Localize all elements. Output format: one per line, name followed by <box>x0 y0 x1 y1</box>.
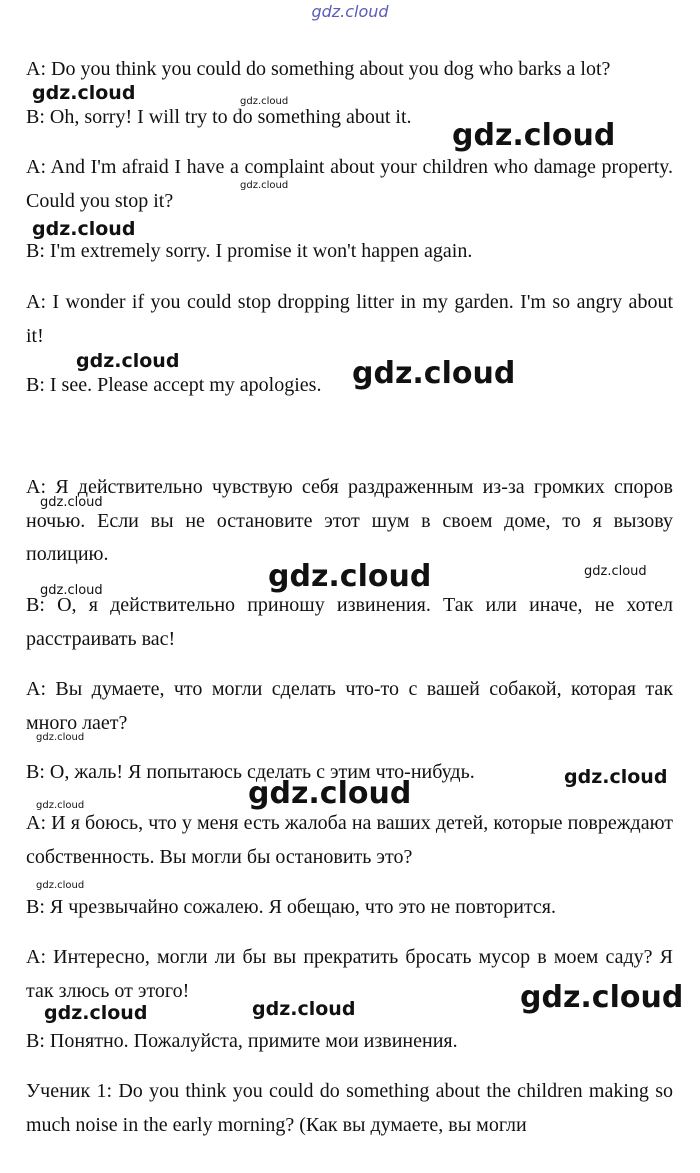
watermark: gdz.cloud <box>268 559 432 594</box>
dialogue-line: B: О, жаль! Я попытаюсь сделать с этим что-нибудь. <box>26 761 475 783</box>
dialogue-line: A: Вы думаете, что могли сделать что-то с вашей собакой, которая так много лает? <box>26 678 673 734</box>
dialogue-line: A: Do you think you could do something about you dog who barks a lot? <box>26 58 611 80</box>
dialogue-line: A: And I'm afraid I have a complaint about your children who damage property. Could you stop it? <box>26 156 673 212</box>
watermark: gdz.cloud <box>248 776 412 811</box>
dialogue-line: B: I see. Please accept my apologies. <box>26 374 322 396</box>
watermark: gdz.cloud <box>44 1002 148 1024</box>
watermark: gdz.cloud <box>240 96 289 107</box>
dialogue-line: A: И я боюсь, что у меня есть жалоба на ваших детей, которые повреждают собственность. Вы могли бы остановить это? <box>26 812 673 868</box>
watermark: gdz.cloud <box>32 218 136 240</box>
watermark: gdz.cloud <box>352 356 516 391</box>
watermark: gdz.cloud <box>40 495 103 510</box>
watermark: gdz.cloud <box>76 350 180 372</box>
watermark: gdz.cloud <box>240 180 289 191</box>
watermark: gdz.cloud <box>584 564 647 579</box>
watermark: gdz.cloud <box>564 766 668 788</box>
watermark: gdz.cloud <box>32 82 136 104</box>
watermark: gdz.cloud <box>452 118 616 153</box>
dialogue-line: B: I'm extremely sorry. I promise it won't happen again. <box>26 240 473 262</box>
watermark: gdz.cloud <box>36 880 85 891</box>
watermark: gdz.cloud <box>252 998 356 1020</box>
watermark: gdz.cloud <box>520 980 684 1015</box>
header-watermark: gdz.cloud <box>311 2 389 21</box>
dialogue-line: A: Я действительно чувствую себя раздраженным из-за громких споров ночью. Если вы не остановите этот шум в своем доме, то я вызову полицию. <box>26 476 673 565</box>
dialogue-line: B: Oh, sorry! I will try to do something about it. <box>26 106 412 128</box>
dialogue-line: B: О, я действительно приношу извинения. Так или иначе, не хотел расстраивать вас! <box>26 594 673 650</box>
dialogue-line: A: Интересно, могли ли бы вы прекратить бросать мусор в моем саду? Я так злюсь от этого! <box>26 946 673 1002</box>
dialogue-line: B: Понятно. Пожалуйста, примите мои извинения. <box>26 1030 458 1052</box>
dialogue-line: Ученик 1: Do you think you could do something about the children making so much noise in the early morning? (Как вы думаете, вы могли <box>26 1080 673 1136</box>
dialogue-line: B: Я чрезвычайно сожалею. Я обещаю, что это не повторится. <box>26 896 556 918</box>
watermark: gdz.cloud <box>36 732 85 743</box>
dialogue-line: A: I wonder if you could stop dropping litter in my garden. I'm so angry about it! <box>26 291 673 347</box>
watermark: gdz.cloud <box>36 800 85 811</box>
watermark: gdz.cloud <box>40 583 103 598</box>
